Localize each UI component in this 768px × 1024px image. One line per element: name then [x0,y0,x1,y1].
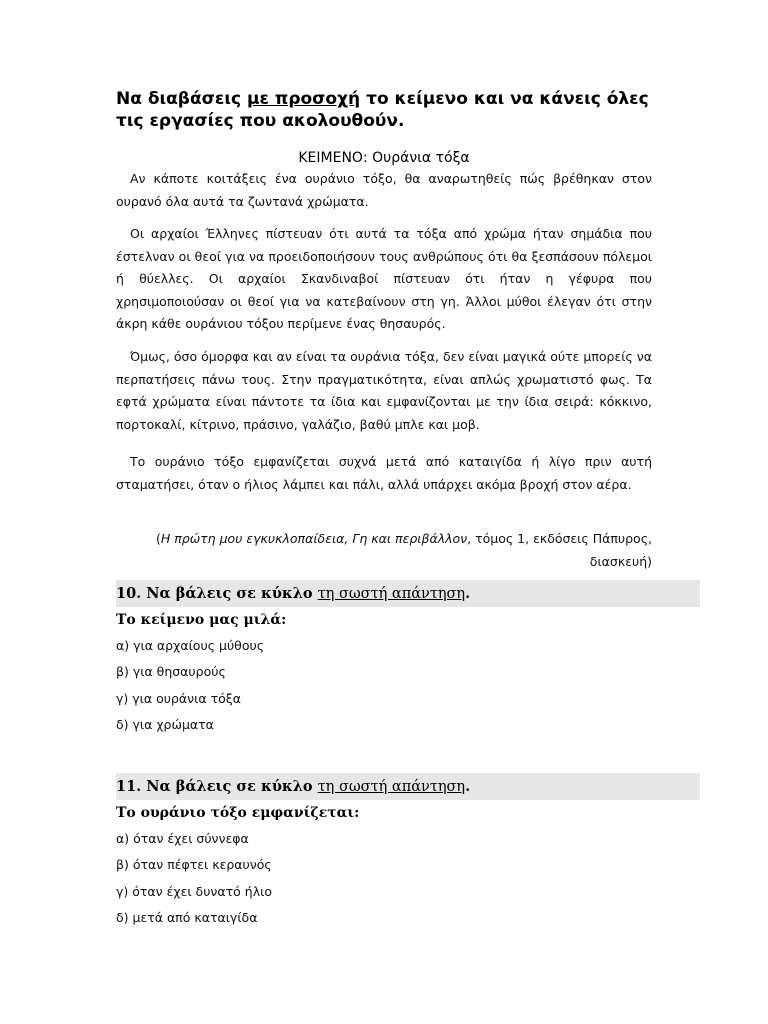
instruction-heading [116,88,656,132]
question-10-emphasis: τη σωστή απάντηση [317,586,466,602]
question-11-emphasis: τη σωστή απάντηση [317,779,466,795]
text-title: ΚΕΙΜΕΝΟ: Ουράνια τόξα [298,150,470,166]
question-10-option-a[interactable]: α) για αρχαίους μύθους [116,638,265,653]
question-11-heading: 11. Να βάλεις σε κύκλο τη σωστή απάντηση. [116,773,700,800]
source-title: Η πρώτη μου εγκυκλοπαίδεια, Γη και περιβάλλον [160,531,468,546]
instruction-text-1: Να διαβάσεις [116,89,247,109]
paragraph-3: Όμως, όσο όμορφα και αν είναι τα ουράνια τόξα, δεν είναι μαγικά ούτε μπορείς να περπατήσεις πάνω τους. Στην πραγματικότητα, είναι απλώς χρωματιστό φως. Τα εφτά χρώματα είναι πάντοτε τα ίδια και εμφανίζονται με την ίδια σειρά: κόκκινο, πορτοκαλί, κίτρινο, πράσινο, γαλάζιο, βαθύ μπλε και μοβ. [116,349,652,432]
source-details: , τόμος 1, εκδόσεις Πάπυρος, [467,531,652,546]
instruction-emphasis: με προσοχή [246,89,361,109]
question-10-option-c[interactable]: γ) για ουράνια τόξα [116,691,241,706]
question-11-option-d[interactable]: δ) μετά από καταιγίδα [116,910,258,925]
instruction-text-2: το κείμενο και να κάνεις όλες τις εργασίες που ακολουθούν. [116,89,649,131]
question-11-option-c[interactable]: γ) όταν έχει δυνατό ήλιο [116,884,272,899]
question-10-option-b[interactable]: β) για θησαυρούς [116,664,226,679]
paragraph-4: Το ουράνιο τόξο εμφανίζεται συχνά μετά από καταιγίδα ή λίγο πριν αυτή σταματήσει, όταν ο ήλιος λάμπει και πάλι, αλλά υπάρχει ακόμα βροχή στον αέρα. [116,454,652,492]
question-10-prompt: Το κείμενο μας μιλά: [116,612,287,628]
question-10-heading: 10. Να βάλεις σε κύκλο τη σωστή απάντηση. [116,580,700,607]
paragraph-2: Οι αρχαίοι Έλληνες πίστευαν ότι αυτά τα τόξα από χρώμα ήταν σημάδια που έστελναν οι θεοί για να προειδοποιήσουν τους ανθρώπους ότι θα ξεσπάσουν πόλεμοι ή θύελλες. Οι αρχαίοι Σκανδιναβοί πίστευαν ότι ήταν η γέφυρα που χρησιμοποιούσαν οι θεοί για να κατεβαίνουν στη γη. Άλλοι μύθοι έλεγαν ότι στην άκρη κάθε ουράνιου τόξου περίμενε ένας θησαυρός. [116,226,652,331]
question-10-option-d[interactable]: δ) για χρώματα [116,717,214,732]
source-citation: (Η πρώτη μου εγκυκλοπαίδεια, Γη και περιβάλλον, τόμος 1, εκδόσεις Πάπυρος, διασκευή) [155,531,652,569]
paragraph-1: Αν κάποτε κοιτάξεις ένα ουράνιο τόξο, θα αναρωτηθείς πώς βρέθηκαν στον ουρανό όλα αυτά τα ζωντανά χρώματα. [116,171,652,209]
source-note: διασκευή) [589,553,652,569]
question-11-prompt: Το ουράνιο τόξο εμφανίζεται: [116,805,360,821]
question-11-option-a[interactable]: α) όταν έχει σύννεφα [116,831,249,846]
question-11-option-b[interactable]: β) όταν πέφτει κεραυνός [116,857,272,872]
